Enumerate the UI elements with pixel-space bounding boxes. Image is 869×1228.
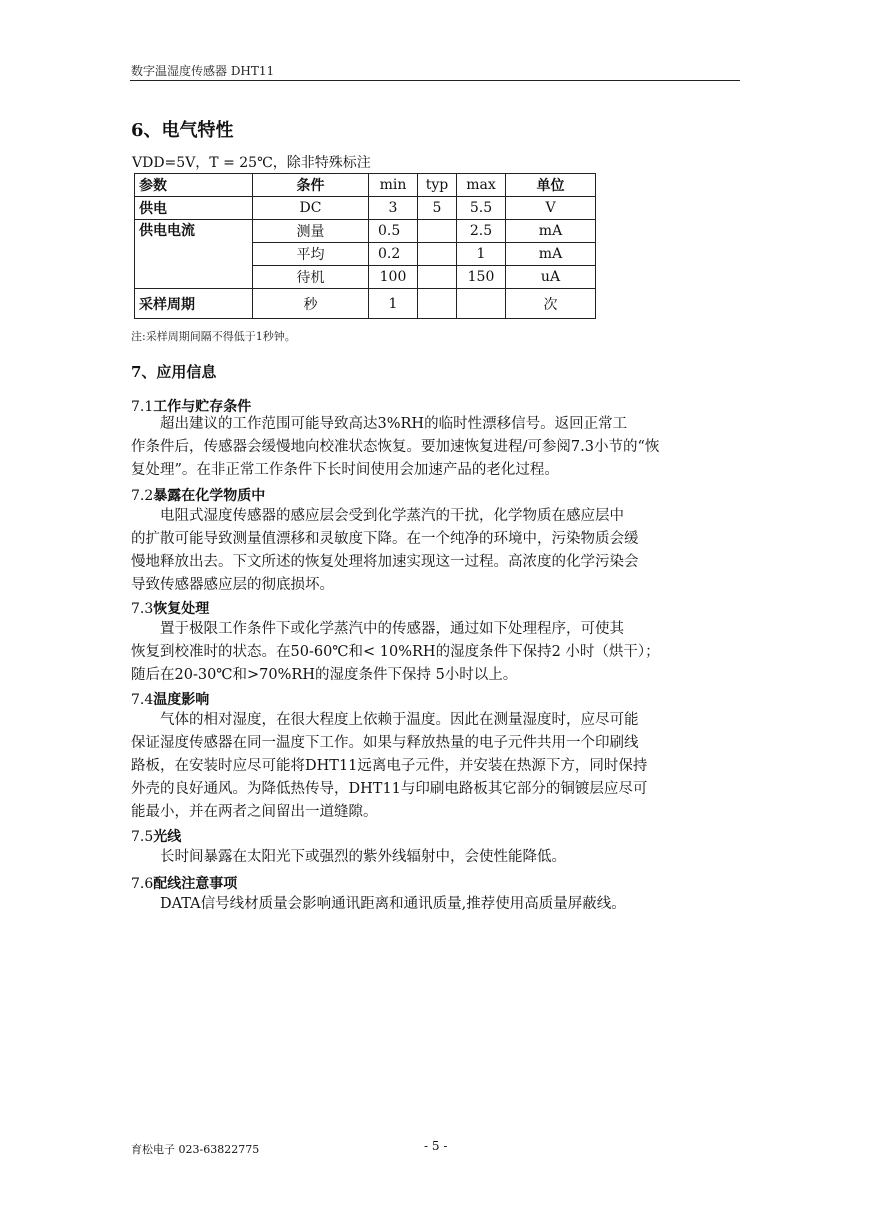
paragraph-line: 随后在20-30℃和>70%RH的湿度条件下保持 5小时以上。 <box>131 667 518 683</box>
subsection-title: 暴露在化学物质中 <box>153 488 266 504</box>
subsection-7-5-heading <box>131 826 181 846</box>
cell-max: 150 <box>457 266 506 289</box>
subsection-7-4-heading <box>131 689 209 709</box>
cell-min: 0.5 <box>369 220 418 243</box>
section-7-heading: 7、应用信息 <box>131 363 217 381</box>
paragraph-line: 置于极限工作条件下或化学蒸汽中的传感器，通过如下处理程序，可使其 <box>131 621 624 637</box>
table-footnote: 注:采样周期间隔不得低于1秒钟。 <box>131 330 296 343</box>
paragraph-line: 恢复到校准时的状态。在50-60℃和< 10%RH的湿度条件下保持2 小时（烘干）； <box>131 644 660 660</box>
cell-typ <box>418 220 457 243</box>
header-rule <box>130 80 740 81</box>
subsection-number: 7.2 <box>131 488 154 504</box>
cell-min: 1 <box>369 289 418 319</box>
subsection-7-1-body <box>131 413 739 482</box>
cell-unit: mA <box>506 243 596 266</box>
paragraph-line: 长时间暴露在太阳光下或强烈的紫外线辐射中，会使性能降低。 <box>131 849 566 865</box>
cell-unit: mA <box>506 220 596 243</box>
paragraph-line: 保证湿度传感器在同一温度下工作。如果与释放热量的电子元件共用一个印刷线 <box>131 735 639 751</box>
cell-max: 1 <box>457 243 506 266</box>
cell-condition: 测量 <box>253 220 369 243</box>
cell-param: 供电电流 <box>135 220 253 289</box>
subsection-number: 7.5 <box>131 829 154 845</box>
table-row <box>135 220 596 243</box>
cell-min: 0.2 <box>369 243 418 266</box>
cell-min: 100 <box>369 266 418 289</box>
cell-condition: DC <box>253 197 369 220</box>
subsection-7-2-heading <box>131 485 265 505</box>
section-6-heading: 6、电气特性 <box>131 120 234 141</box>
cell-param: 供电 <box>135 197 253 220</box>
subsection-7-6-heading <box>131 873 237 893</box>
table-header-row <box>135 174 596 197</box>
cell-unit: uA <box>506 266 596 289</box>
paragraph-line: 气体的相对湿度，在很大程度上依赖于温度。因此在测量湿度时，应尽可能 <box>131 712 639 728</box>
paragraph-line: 电阻式湿度传感器的感应层会受到化学蒸汽的干扰，化学物质在感应层中 <box>131 508 624 524</box>
cell-param: 采样周期 <box>135 289 253 319</box>
subsection-7-2-body <box>131 505 739 597</box>
subsection-number: 7.6 <box>131 876 154 892</box>
table-row <box>135 197 596 220</box>
cell-max <box>457 289 506 319</box>
paragraph-line: DATA信号线材质量会影响通讯距离和通讯质量,推荐使用高质量屏蔽线。 <box>131 896 626 912</box>
cell-condition: 待机 <box>253 266 369 289</box>
test-conditions: VDD=5V，T = 25℃，除非特殊标注 <box>132 155 371 171</box>
subsection-title: 温度影响 <box>153 692 210 708</box>
subsection-number: 7.3 <box>131 601 154 617</box>
subsection-title: 工作与贮存条件 <box>153 399 252 415</box>
col-header-param: 参数 <box>135 174 253 197</box>
subsection-title: 配线注意事项 <box>153 876 238 892</box>
paragraph-line: 路板，在安装时应尽可能将DHT11远离电子元件，并安装在热源下方，同时保持 <box>131 758 648 774</box>
paragraph-line: 超出建议的工作范围可能导致高达3%RH的临时性漂移信号。返回正常工 <box>131 416 628 432</box>
subsection-title: 恢复处理 <box>153 601 210 617</box>
cell-typ <box>418 243 457 266</box>
subsection-7-6-body <box>131 893 739 916</box>
running-header: 数字温湿度传感器 DHT11 <box>131 64 275 78</box>
col-header-typ: typ <box>418 174 457 197</box>
paragraph-line: 的扩散可能导致测量值漂移和灵敏度下降。在一个纯净的环境中，污染物质会缓 <box>131 531 639 547</box>
subsection-7-5-body <box>131 846 739 869</box>
cell-min: 3 <box>369 197 418 220</box>
cell-typ <box>418 266 457 289</box>
cell-typ: 5 <box>418 197 457 220</box>
subsection-number: 7.4 <box>131 692 154 708</box>
col-header-condition: 条件 <box>253 174 369 197</box>
paragraph-line: 外壳的良好通风。为降低热传导，DHT11与印刷电路板其它部分的铜镀层应尽可 <box>131 781 648 797</box>
cell-unit: 次 <box>506 289 596 319</box>
subsection-title: 光线 <box>153 829 182 845</box>
cell-max: 2.5 <box>457 220 506 243</box>
cell-typ <box>418 289 457 319</box>
page-number: - 5 - <box>424 1139 448 1153</box>
col-header-max: max <box>457 174 506 197</box>
cell-condition: 平均 <box>253 243 369 266</box>
table-row <box>135 289 596 319</box>
cell-max: 5.5 <box>457 197 506 220</box>
paragraph-line: 慢地释放出去。下文所述的恢复处理将加速实现这一过程。高浓度的化学污染会 <box>131 554 639 570</box>
subsection-number: 7.1 <box>131 399 154 415</box>
paragraph-line: 导致传感器感应层的彻底损坏。 <box>131 577 334 593</box>
col-header-unit: 单位 <box>506 174 596 197</box>
electrical-specs-table <box>134 173 596 319</box>
cell-unit: V <box>506 197 596 220</box>
paragraph-line: 作条件后，传感器会缓慢地向校准状态恢复。要加速恢复进程/可参阅7.3小节的“恢 <box>131 439 660 455</box>
footer-company: 育松电子 023-63822775 <box>131 1143 260 1156</box>
paragraph-line: 复处理”。在非正常工作条件下长时间使用会加速产品的老化过程。 <box>131 462 559 478</box>
paragraph-line: 能最小，并在两者之间留出一道缝隙。 <box>131 804 378 820</box>
cell-condition: 秒 <box>253 289 369 319</box>
subsection-7-3-heading <box>131 598 209 618</box>
subsection-7-4-body <box>131 709 739 824</box>
col-header-min: min <box>369 174 418 197</box>
subsection-7-3-body <box>131 618 739 687</box>
